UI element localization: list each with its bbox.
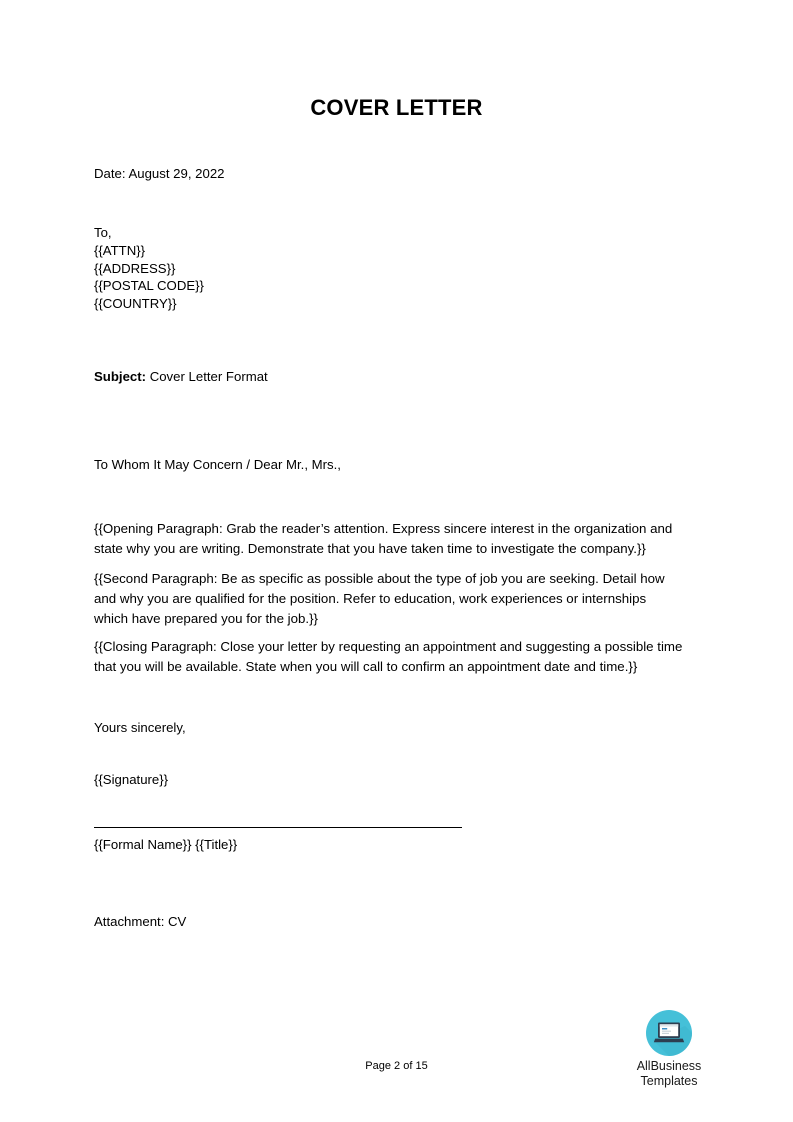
laptop-icon — [646, 1010, 692, 1056]
subject-label: Subject: — [94, 369, 147, 384]
salutation: To Whom It May Concern / Dear Mr., Mrs., — [94, 457, 341, 472]
subject-value: Cover Letter Format — [149, 369, 268, 384]
recipient-to: To, — [94, 225, 112, 240]
paragraph-closing: {{Closing Paragraph: Close your letter by requesting an appointment and suggesting a possible time that you will be available. State when you will call to confirm an appointment date and time.}} — [94, 639, 683, 674]
logo-text — [613, 1059, 725, 1088]
recipient-country: {{COUNTRY}} — [94, 296, 177, 312]
closing-line: Yours sincerely, — [94, 720, 186, 735]
logo-text-line1: AllBusiness — [636, 1059, 702, 1073]
logo-text-line2: Templates — [640, 1073, 698, 1088]
recipient-address: {{ADDRESS}} — [94, 260, 176, 276]
page-number: Page 2 of 15 — [365, 1060, 428, 1072]
date-line: Date: August 29, 2022 — [94, 166, 225, 181]
attachment-line: Attachment: CV — [94, 914, 187, 929]
signature-placeholder: {{Signature}} — [94, 772, 169, 787]
recipient-block — [94, 224, 204, 313]
paragraph-second: {{Second Paragraph: Be as specific as possible about the type of job you are seeking. Detail how and why you are qualified for the position. Refer to education, work experiences or internships which have prepared you for the job.}} — [94, 571, 665, 626]
recipient-postal-code: {{POSTAL CODE}} — [94, 278, 204, 294]
signature-rule — [94, 827, 462, 828]
formal-name-line: {{Formal Name}} {{Title}} — [94, 837, 238, 852]
page-title: COVER LETTER — [310, 95, 483, 120]
paragraph-opening: {{Opening Paragraph: Grab the reader’s attention. Express sincere interest in the organization and state why you are writing. Demonstrate that you have taken time to investigate the company.}} — [94, 521, 673, 556]
subject-line — [94, 368, 268, 386]
recipient-attn: {{ATTN}} — [94, 242, 146, 258]
allbusiness-templates-logo — [613, 1010, 725, 1088]
